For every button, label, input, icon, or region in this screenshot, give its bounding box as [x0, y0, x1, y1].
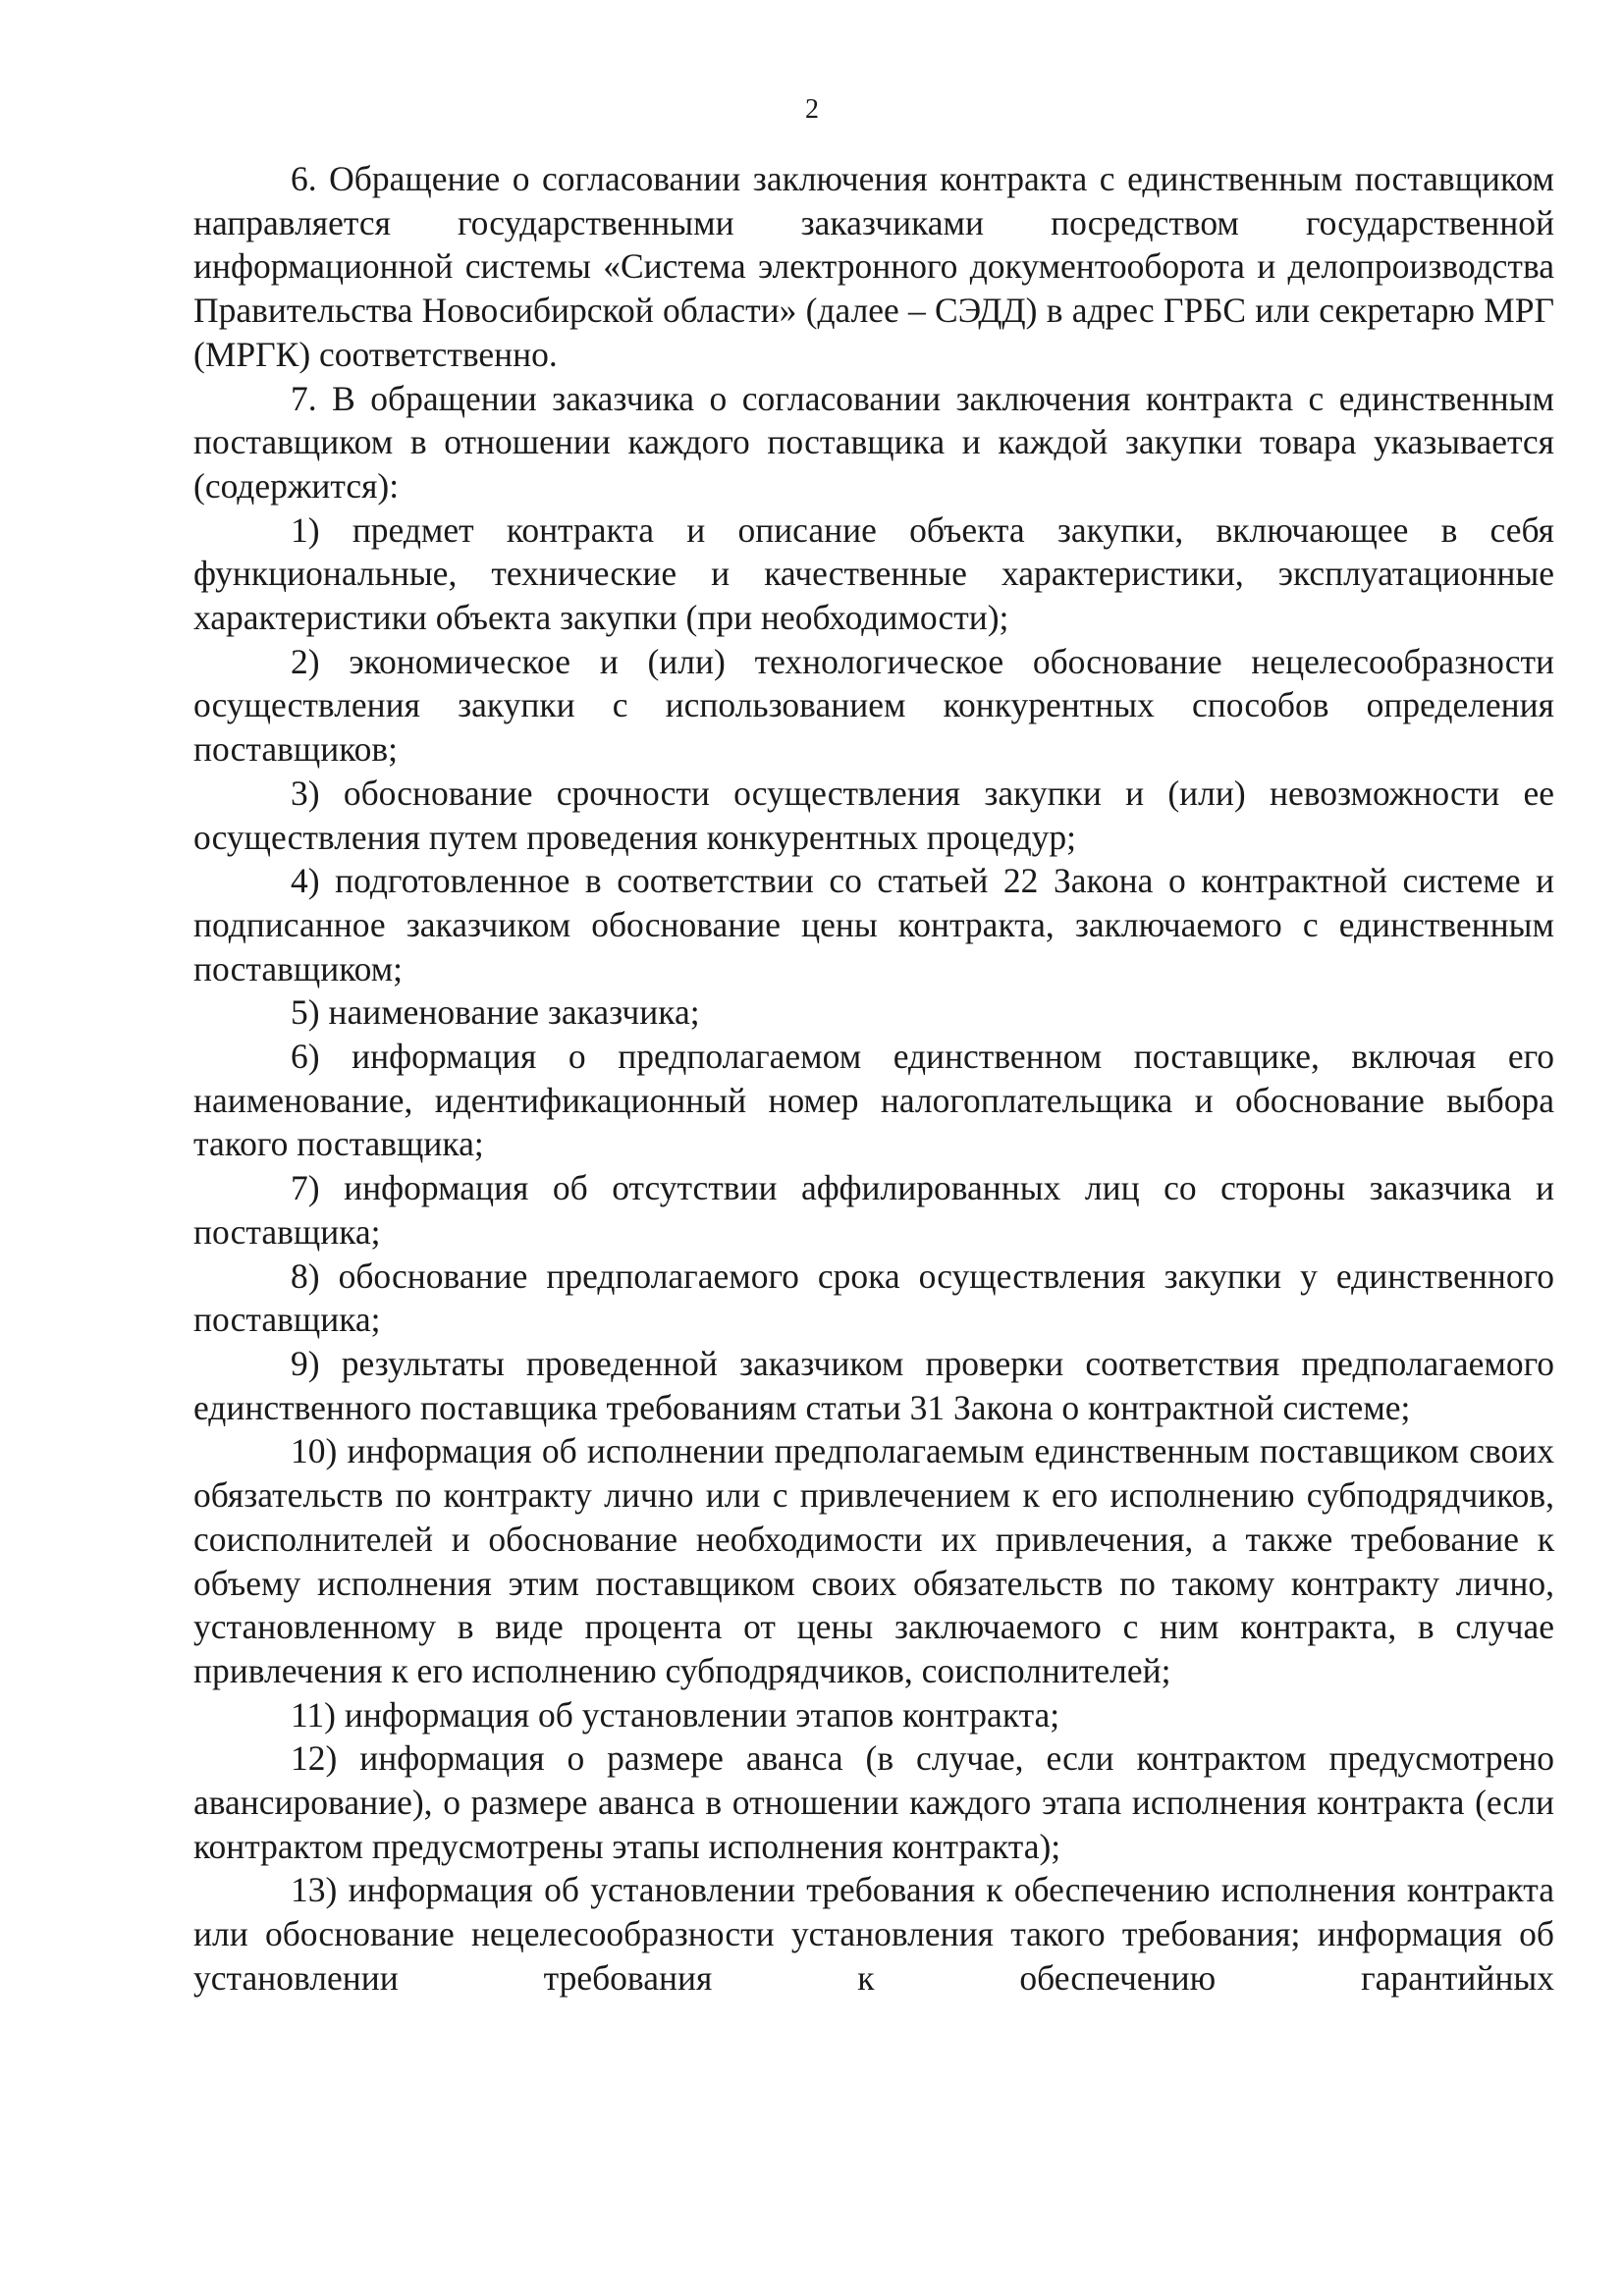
list-item-number: 13) [291, 1870, 338, 1910]
paragraph-number: 7. [291, 378, 317, 418]
list-item-number: 7) [291, 1168, 320, 1208]
list-item-number: 10) [291, 1431, 338, 1471]
list-item-number: 12) [291, 1738, 338, 1779]
list-item-9 [193, 1342, 1554, 1429]
page-number: 2 [805, 94, 819, 125]
list-item-text: обоснование предполагаемого срока осуществления закупки у единственного поставщика; [193, 1255, 1554, 1340]
paragraph-text: Обращение о согласовании заключения контракта с единственным поставщиком направляется государственными заказчиками посредством государственной информационной системы «Система электронного документооборота и делопроизводства Правительства Новосибирской области» (далее – СЭДД) в адрес ГРБС или секретарю МРГ (МРГК) соответственно. [193, 159, 1555, 374]
list-item-text: обоснование срочности осуществления закупки и (или) невозможности ее осуществления путем проведения конкурентных процедур; [193, 773, 1554, 857]
list-item-13 [193, 1868, 1554, 2000]
list-item-text: наименование заказчика; [328, 992, 700, 1033]
document-body [193, 157, 1554, 2001]
list-item-3 [193, 772, 1554, 859]
list-item-text: информация об исполнении предполагаемым единственным поставщиком своих обязательств по контракту лично или с привлечением к его исполнению субподрядчиков, соисполнителей и обоснование необходимости их привлечения, а также требование к объему исполнения этим поставщиком своих обязательств по такому контракту лично, установленному в виде процента от цены заключаемого с ним контракта, в случае привлечения к его исполнению субподрядчиков, соисполнителей; [193, 1431, 1554, 1690]
list-item-5 [193, 990, 1554, 1035]
list-item-6 [193, 1035, 1554, 1166]
list-item-number: 1) [291, 509, 320, 550]
list-item-1 [193, 508, 1554, 640]
list-item-number: 6) [291, 1037, 320, 1077]
list-item-text: предмет контракта и описание объекта закупки, включающее в себя функциональные, технические и качественные характеристики, эксплуатационные характеристики объекта закупки (при необходимости); [193, 509, 1555, 638]
list-item-4 [193, 859, 1554, 990]
list-item-number: 11) [291, 1694, 337, 1735]
list-item-12 [193, 1736, 1554, 1868]
list-item-text: информация об установлении этапов контракта; [344, 1694, 1060, 1735]
list-item-7 [193, 1166, 1554, 1254]
list-item-11 [193, 1693, 1554, 1737]
list-item-text: информация о размере аванса (в случае, если контрактом предусмотрено авансирование), о размере аванса в отношении каждого этапа исполнения контракта (если контрактом предусмотрены этапы исполнения контракта); [193, 1738, 1554, 1866]
list-item-number: 2) [291, 641, 320, 681]
list-item-text: информация о предполагаемом единственном поставщике, включая его наименование, идентификационный номер налогоплательщика и обоснование выбора такого поставщика; [193, 1037, 1554, 1164]
list-item-number: 8) [291, 1255, 320, 1296]
list-item-8 [193, 1255, 1554, 1342]
list-item-2 [193, 640, 1554, 772]
list-item-10 [193, 1429, 1554, 1692]
list-item-text: экономическое и (или) технологическое обоснование нецелесообразности осуществления закупки с использованием конкурентных способов определения поставщиков; [193, 641, 1554, 770]
list-item-text: информация об установлении требования к обеспечению исполнения контракта или обоснование нецелесообразности установления такого требования; информация об установлении требования к обеспечению гарантийных [193, 1870, 1555, 1998]
list-item-number: 4) [291, 861, 320, 901]
paragraph-6 [193, 157, 1554, 377]
paragraph-text: В обращении заказчика о согласовании заключения контракта с единственным поставщиком в отношении каждого поставщика и каждой закупки товара указывается (содержится): [193, 378, 1554, 506]
list-item-number: 5) [291, 992, 320, 1033]
list-item-text: результаты проведенной заказчиком проверки соответствия предполагаемого единственного поставщика требованиям статьи 31 Закона о контрактной системе; [193, 1343, 1555, 1427]
paragraph-7 [193, 377, 1554, 508]
list-item-text: информация об отсутствии аффилированных лиц со стороны заказчика и поставщика; [193, 1168, 1555, 1252]
paragraph-number: 6. [291, 159, 317, 198]
list-item-number: 9) [291, 1343, 320, 1383]
list-item-number: 3) [291, 773, 320, 813]
list-item-text: подготовленное в соответствии со статьей 22 Закона о контрактной системе и подписанное заказчиком обоснование цены контракта, заключаемого с единственным поставщиком; [193, 861, 1555, 988]
